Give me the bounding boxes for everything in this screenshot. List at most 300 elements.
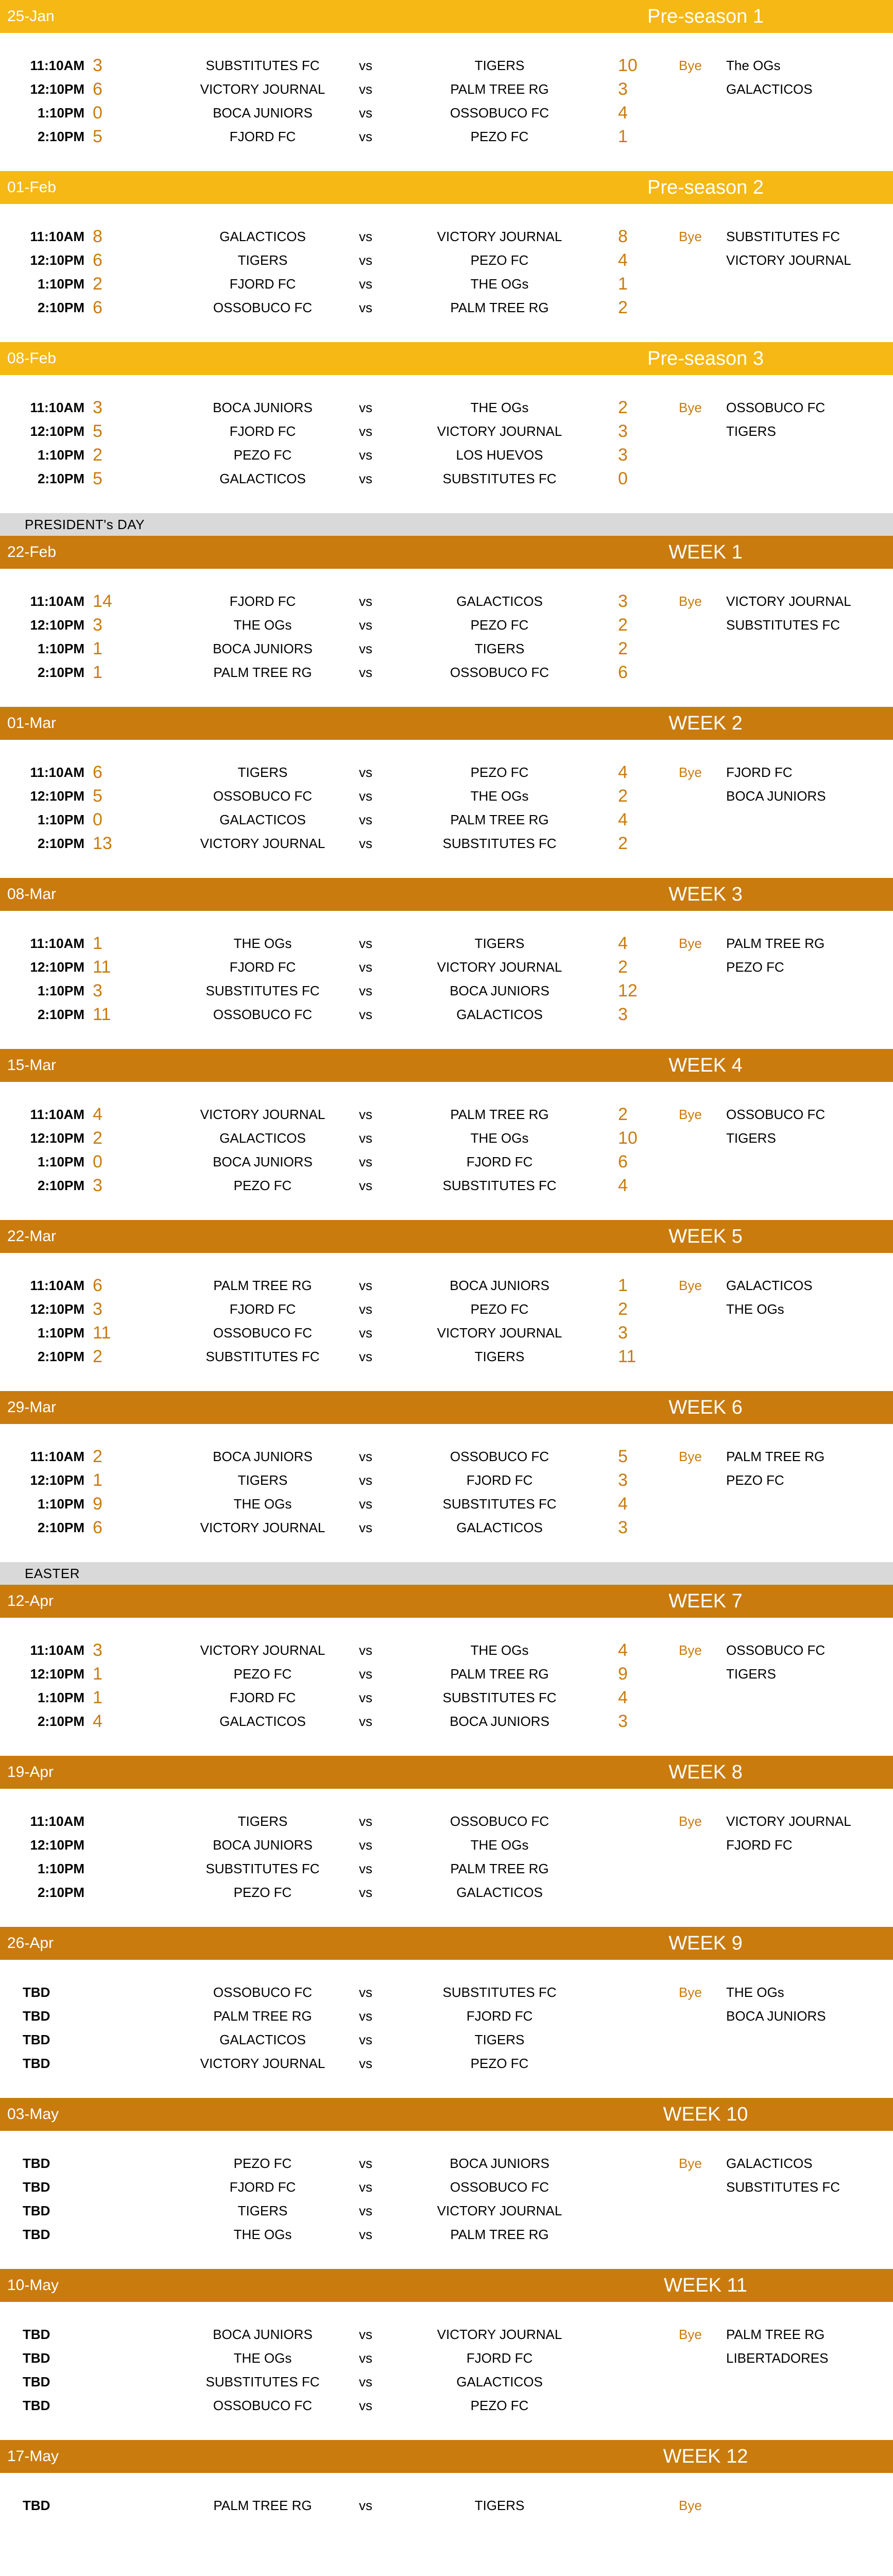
away-team: PALM TREE RG bbox=[450, 812, 549, 827]
home-team: OSSOBUCO FC bbox=[213, 1007, 313, 1022]
away-score: 10 bbox=[618, 1128, 638, 1148]
away-team: PEZO FC bbox=[470, 617, 529, 633]
home-team: THE OGs bbox=[233, 936, 292, 951]
week-header bbox=[0, 1391, 893, 1424]
week-date: 22-Mar bbox=[7, 1228, 57, 1245]
game-row bbox=[0, 1321, 893, 1345]
away-score: 3 bbox=[618, 1323, 628, 1343]
home-team: BOCA JUNIORS bbox=[213, 2327, 313, 2342]
home-team: GALACTICOS bbox=[219, 812, 306, 827]
game-row bbox=[0, 1345, 893, 1368]
home-team: BOCA JUNIORS bbox=[213, 641, 313, 656]
game-row bbox=[0, 2346, 893, 2370]
week-title: WEEK 1 bbox=[668, 541, 743, 563]
away-team: OSSOBUCO FC bbox=[450, 105, 549, 121]
vs-label: vs bbox=[359, 400, 372, 415]
home-team: PALM TREE RG bbox=[213, 665, 312, 680]
away-team: PALM TREE RG bbox=[450, 300, 549, 315]
vs-label: vs bbox=[359, 2156, 372, 2171]
game-time: TBD bbox=[23, 2350, 50, 2366]
bye-team: TIGERS bbox=[726, 1130, 776, 1146]
game-time: 11:10AM bbox=[30, 400, 84, 415]
home-team: VICTORY JOURNAL bbox=[200, 836, 325, 851]
week-header bbox=[0, 2098, 893, 2131]
bye-team: The OGs bbox=[726, 58, 781, 73]
game-time: 12:10PM bbox=[30, 1130, 84, 1146]
week-header bbox=[0, 1756, 893, 1789]
away-score: 4 bbox=[618, 762, 628, 782]
away-score: 3 bbox=[618, 1711, 628, 1731]
vs-label: vs bbox=[359, 959, 372, 975]
away-score: 1 bbox=[618, 274, 628, 294]
vs-label: vs bbox=[359, 983, 372, 998]
away-team: PEZO FC bbox=[470, 2398, 529, 2413]
away-score: 2 bbox=[618, 957, 628, 977]
game-time: 12:10PM bbox=[30, 423, 84, 439]
away-team: TIGERS bbox=[474, 641, 525, 656]
games-list bbox=[0, 2302, 893, 2440]
home-score: 3 bbox=[93, 615, 102, 635]
week-section bbox=[0, 1562, 893, 1756]
game-time: 2:10PM bbox=[37, 1885, 84, 1900]
bye-team: OSSOBUCO FC bbox=[726, 1107, 826, 1122]
games-list bbox=[0, 1789, 893, 1927]
week-date: 15-Mar bbox=[7, 1057, 57, 1074]
vs-label: vs bbox=[359, 58, 372, 73]
home-score: 3 bbox=[93, 981, 102, 1001]
home-score: 11 bbox=[93, 1323, 111, 1343]
game-time: 2:10PM bbox=[37, 1349, 84, 1364]
away-score: 2 bbox=[618, 398, 628, 417]
vs-label: vs bbox=[359, 665, 372, 680]
bye-team: LIBERTADORES bbox=[726, 2350, 829, 2366]
game-row bbox=[0, 419, 893, 443]
game-time: 12:10PM bbox=[30, 252, 84, 268]
vs-label: vs bbox=[359, 1642, 372, 1658]
away-score: 2 bbox=[618, 1299, 628, 1319]
games-list bbox=[0, 1618, 893, 1756]
game-time: 2:10PM bbox=[37, 1714, 84, 1729]
week-date: 01-Mar bbox=[7, 715, 57, 732]
bye-label: Bye bbox=[679, 1107, 702, 1122]
vs-label: vs bbox=[359, 1154, 372, 1170]
vs-label: vs bbox=[359, 252, 372, 268]
away-team: GALACTICOS bbox=[456, 1520, 543, 1535]
game-row bbox=[0, 808, 893, 832]
week-date: 08-Mar bbox=[7, 886, 57, 903]
bye-team: PEZO FC bbox=[726, 1472, 784, 1488]
game-time: 12:10PM bbox=[30, 81, 84, 97]
away-score: 10 bbox=[618, 56, 638, 75]
home-score: 0 bbox=[93, 103, 102, 123]
game-time: 2:10PM bbox=[37, 665, 84, 680]
vs-label: vs bbox=[359, 594, 372, 609]
week-date: 10-May bbox=[7, 2277, 59, 2294]
home-team: OSSOBUCO FC bbox=[213, 788, 313, 804]
game-row bbox=[0, 1103, 893, 1126]
week-title: WEEK 9 bbox=[668, 1933, 743, 1954]
holiday-label: PRESIDENT's DAY bbox=[25, 517, 145, 532]
home-team: FJORD FC bbox=[229, 594, 296, 609]
game-time: 12:10PM bbox=[30, 1301, 84, 1317]
away-score: 4 bbox=[618, 810, 628, 829]
home-team: TIGERS bbox=[237, 1814, 288, 1829]
game-row bbox=[0, 1880, 893, 1904]
bye-label: Bye bbox=[679, 1449, 702, 1464]
week-date: 22-Feb bbox=[7, 544, 57, 561]
away-team: VICTORY JOURNAL bbox=[437, 229, 562, 244]
game-time: 11:10AM bbox=[30, 58, 84, 73]
game-time: 11:10AM bbox=[30, 1107, 84, 1122]
home-team: FJORD FC bbox=[229, 276, 296, 292]
home-team: TIGERS bbox=[237, 2203, 288, 2218]
game-time: 1:10PM bbox=[37, 1154, 84, 1170]
bye-team: PALM TREE RG bbox=[726, 2327, 825, 2342]
game-row bbox=[0, 296, 893, 319]
vs-label: vs bbox=[359, 1714, 372, 1729]
bye-label: Bye bbox=[679, 2156, 702, 2171]
home-score: 3 bbox=[93, 1299, 102, 1319]
bye-label: Bye bbox=[679, 594, 702, 609]
bye-team: THE OGs bbox=[726, 1985, 784, 2000]
home-team: PEZO FC bbox=[233, 1885, 292, 1900]
game-row bbox=[0, 2223, 893, 2246]
home-team: PEZO FC bbox=[233, 1178, 292, 1193]
away-score: 3 bbox=[618, 421, 628, 441]
bye-team: TIGERS bbox=[726, 1666, 776, 1682]
game-time: 2:10PM bbox=[37, 300, 84, 315]
home-team: TIGERS bbox=[237, 1472, 288, 1488]
game-time: 2:10PM bbox=[37, 1178, 84, 1193]
game-time: 1:10PM bbox=[37, 1861, 84, 1876]
bye-team: PALM TREE RG bbox=[726, 1449, 825, 1464]
away-score: 9 bbox=[618, 1664, 628, 1684]
week-section bbox=[0, 171, 893, 342]
away-team: THE OGs bbox=[470, 1130, 529, 1146]
away-team: BOCA JUNIORS bbox=[450, 983, 549, 998]
games-list bbox=[0, 204, 893, 342]
game-row bbox=[0, 637, 893, 660]
game-row bbox=[0, 2175, 893, 2199]
week-title: Pre-season 1 bbox=[647, 6, 764, 27]
home-team: PEZO FC bbox=[233, 447, 292, 463]
away-score: 3 bbox=[618, 1005, 628, 1024]
game-time: 11:10AM bbox=[30, 765, 84, 780]
bye-team: TIGERS bbox=[726, 423, 776, 439]
vs-label: vs bbox=[359, 2398, 372, 2413]
game-row bbox=[0, 1150, 893, 1174]
bye-team: SUBSTITUTES FC bbox=[726, 617, 840, 633]
games-list bbox=[0, 33, 893, 171]
game-time: TBD bbox=[23, 1985, 50, 2000]
bye-team: PEZO FC bbox=[726, 959, 784, 975]
week-section bbox=[0, 513, 893, 707]
home-score: 11 bbox=[93, 1005, 111, 1024]
week-section bbox=[0, 1049, 893, 1220]
game-row bbox=[0, 1174, 893, 1197]
game-row bbox=[0, 2323, 893, 2346]
home-team: SUBSTITUTES FC bbox=[205, 983, 320, 998]
game-time: 1:10PM bbox=[37, 447, 84, 463]
home-team: PEZO FC bbox=[233, 2156, 292, 2171]
game-time: 1:10PM bbox=[37, 1325, 84, 1341]
bye-team: SUBSTITUTES FC bbox=[726, 229, 840, 244]
vs-label: vs bbox=[359, 1690, 372, 1705]
game-row bbox=[0, 396, 893, 419]
week-header bbox=[0, 171, 893, 204]
game-row bbox=[0, 613, 893, 637]
week-section bbox=[0, 1927, 893, 2098]
game-row bbox=[0, 2028, 893, 2052]
week-header bbox=[0, 536, 893, 569]
games-list bbox=[0, 911, 893, 1049]
bye-team: GALACTICOS bbox=[726, 1278, 813, 1293]
games-list bbox=[0, 569, 893, 707]
game-row bbox=[0, 2394, 893, 2417]
vs-label: vs bbox=[359, 2179, 372, 2195]
vs-label: vs bbox=[359, 105, 372, 121]
away-team: PALM TREE RG bbox=[450, 2227, 549, 2242]
vs-label: vs bbox=[359, 936, 372, 951]
away-team: VICTORY JOURNAL bbox=[437, 423, 562, 439]
home-score: 6 bbox=[93, 250, 102, 270]
home-team: GALACTICOS bbox=[219, 229, 306, 244]
week-section bbox=[0, 2098, 893, 2269]
game-time: 1:10PM bbox=[37, 1496, 84, 1512]
week-title: WEEK 11 bbox=[664, 2275, 747, 2296]
away-team: BOCA JUNIORS bbox=[450, 1714, 549, 1729]
spacer bbox=[0, 2540, 893, 2576]
away-score: 4 bbox=[618, 1176, 628, 1195]
away-team: VICTORY JOURNAL bbox=[437, 2203, 562, 2218]
week-title: WEEK 5 bbox=[668, 1226, 743, 1247]
away-team: GALACTICOS bbox=[456, 594, 543, 609]
home-score: 13 bbox=[93, 834, 112, 853]
week-title: WEEK 2 bbox=[668, 713, 743, 734]
game-row bbox=[0, 2494, 893, 2517]
home-team: VICTORY JOURNAL bbox=[200, 1107, 325, 1122]
home-score: 4 bbox=[93, 1711, 102, 1731]
game-row bbox=[0, 101, 893, 125]
home-team: FJORD FC bbox=[229, 2179, 296, 2195]
week-date: 12-Apr bbox=[7, 1592, 54, 1609]
home-score: 5 bbox=[93, 786, 102, 806]
game-time: 11:10AM bbox=[30, 229, 84, 244]
week-header bbox=[0, 1049, 893, 1082]
week-header bbox=[0, 878, 893, 911]
away-team: VICTORY JOURNAL bbox=[437, 1325, 562, 1341]
game-time: 11:10AM bbox=[30, 1449, 84, 1464]
away-score: 3 bbox=[618, 1518, 628, 1537]
game-row bbox=[0, 2151, 893, 2175]
home-team: OSSOBUCO FC bbox=[213, 300, 313, 315]
away-score: 2 bbox=[618, 1105, 628, 1124]
away-score: 2 bbox=[618, 639, 628, 658]
vs-label: vs bbox=[359, 2032, 372, 2047]
bye-team: GALACTICOS bbox=[726, 81, 813, 97]
game-time: 12:10PM bbox=[30, 959, 84, 975]
away-team: BOCA JUNIORS bbox=[450, 1278, 549, 1293]
bye-team: FJORD FC bbox=[726, 765, 793, 780]
vs-label: vs bbox=[359, 1301, 372, 1317]
game-time: TBD bbox=[23, 2032, 50, 2047]
away-team: SUBSTITUTES FC bbox=[442, 471, 557, 486]
bye-team: SUBSTITUTES FC bbox=[726, 2179, 840, 2195]
game-time: TBD bbox=[23, 2498, 50, 2513]
away-team: SUBSTITUTES FC bbox=[442, 1985, 557, 2000]
week-section bbox=[0, 1756, 893, 1927]
away-score: 2 bbox=[618, 834, 628, 853]
home-team: BOCA JUNIORS bbox=[213, 1449, 313, 1464]
vs-label: vs bbox=[359, 1449, 372, 1464]
game-row bbox=[0, 1297, 893, 1321]
game-time: 1:10PM bbox=[37, 641, 84, 656]
away-score: 3 bbox=[618, 1470, 628, 1490]
home-score: 11 bbox=[93, 957, 111, 977]
home-score: 1 bbox=[93, 1688, 102, 1707]
bye-team: OSSOBUCO FC bbox=[726, 1642, 826, 1658]
away-team: TIGERS bbox=[474, 1349, 525, 1364]
vs-label: vs bbox=[359, 447, 372, 463]
away-score: 3 bbox=[618, 591, 628, 611]
week-header bbox=[0, 0, 893, 33]
game-time: TBD bbox=[23, 2227, 50, 2242]
bye-team: BOCA JUNIORS bbox=[726, 2008, 826, 2024]
home-team: PALM TREE RG bbox=[213, 1278, 312, 1293]
home-team: THE OGs bbox=[233, 2227, 292, 2242]
vs-label: vs bbox=[359, 2350, 372, 2366]
home-team: TIGERS bbox=[237, 765, 288, 780]
home-score: 2 bbox=[93, 1128, 102, 1148]
away-team: THE OGs bbox=[470, 1837, 529, 1853]
game-row bbox=[0, 125, 893, 148]
away-score: 11 bbox=[618, 1347, 637, 1366]
vs-label: vs bbox=[359, 2203, 372, 2218]
game-row bbox=[0, 1516, 893, 1539]
game-time: TBD bbox=[23, 2156, 50, 2171]
home-team: TIGERS bbox=[237, 252, 288, 268]
away-score: 4 bbox=[618, 1494, 628, 1514]
game-row bbox=[0, 1980, 893, 2004]
away-team: PALM TREE RG bbox=[450, 1107, 549, 1122]
game-row bbox=[0, 2199, 893, 2223]
games-list bbox=[0, 1424, 893, 1562]
game-time: TBD bbox=[23, 2056, 50, 2071]
bye-label: Bye bbox=[679, 58, 702, 73]
home-score: 5 bbox=[93, 469, 102, 488]
game-time: TBD bbox=[23, 2374, 50, 2389]
away-team: TIGERS bbox=[474, 2498, 525, 2513]
games-list bbox=[0, 1082, 893, 1220]
game-time: 1:10PM bbox=[37, 812, 84, 827]
away-team: GALACTICOS bbox=[456, 1007, 543, 1022]
game-row bbox=[0, 225, 893, 248]
game-row bbox=[0, 784, 893, 808]
game-row bbox=[0, 1709, 893, 1733]
home-team: GALACTICOS bbox=[219, 1714, 306, 1729]
away-score: 3 bbox=[618, 79, 628, 99]
home-team: BOCA JUNIORS bbox=[213, 400, 313, 415]
vs-label: vs bbox=[359, 1885, 372, 1900]
vs-label: vs bbox=[359, 1520, 372, 1535]
away-score: 1 bbox=[618, 1276, 628, 1295]
home-team: FJORD FC bbox=[229, 423, 296, 439]
home-score: 6 bbox=[93, 1518, 102, 1537]
vs-label: vs bbox=[359, 812, 372, 827]
week-title: Pre-season 3 bbox=[647, 348, 764, 369]
vs-label: vs bbox=[359, 229, 372, 244]
games-list bbox=[0, 1253, 893, 1391]
week-title: WEEK 8 bbox=[668, 1761, 743, 1783]
away-team: SUBSTITUTES FC bbox=[442, 1496, 557, 1512]
game-row bbox=[0, 1857, 893, 1880]
week-date: 08-Feb bbox=[7, 350, 57, 367]
holiday-note bbox=[0, 513, 893, 536]
week-section bbox=[0, 707, 893, 878]
away-score: 6 bbox=[618, 1152, 628, 1172]
away-team: PEZO FC bbox=[470, 2056, 529, 2071]
game-row bbox=[0, 1662, 893, 1686]
game-time: TBD bbox=[23, 2398, 50, 2413]
away-team: VICTORY JOURNAL bbox=[437, 2327, 562, 2342]
home-score: 3 bbox=[93, 1176, 102, 1195]
week-date: 25-Jan bbox=[7, 8, 55, 25]
home-score: 5 bbox=[93, 127, 102, 146]
home-team: OSSOBUCO FC bbox=[213, 1985, 313, 2000]
home-score: 4 bbox=[93, 1105, 102, 1124]
home-team: BOCA JUNIORS bbox=[213, 105, 313, 121]
away-team: THE OGs bbox=[470, 1642, 529, 1658]
home-team: PEZO FC bbox=[233, 1666, 292, 1682]
game-time: 12:10PM bbox=[30, 1837, 84, 1853]
home-team: GALACTICOS bbox=[219, 2032, 306, 2047]
away-score: 4 bbox=[618, 934, 628, 953]
game-row bbox=[0, 1492, 893, 1516]
vs-label: vs bbox=[359, 1496, 372, 1512]
game-time: 1:10PM bbox=[37, 1690, 84, 1705]
vs-label: vs bbox=[359, 1178, 372, 1193]
home-score: 3 bbox=[93, 1640, 102, 1660]
vs-label: vs bbox=[359, 129, 372, 144]
week-title: Pre-season 2 bbox=[647, 177, 764, 198]
week-title: WEEK 10 bbox=[663, 2104, 748, 2125]
away-team: PALM TREE RG bbox=[450, 1861, 549, 1876]
home-team: VICTORY JOURNAL bbox=[200, 1520, 325, 1535]
home-team: SUBSTITUTES FC bbox=[205, 1861, 320, 1876]
vs-label: vs bbox=[359, 2374, 372, 2389]
home-team: SUBSTITUTES FC bbox=[205, 1349, 320, 1364]
away-score: 12 bbox=[618, 981, 638, 1001]
home-team: OSSOBUCO FC bbox=[213, 1325, 313, 1341]
game-time: 11:10AM bbox=[30, 1814, 84, 1829]
game-row bbox=[0, 1686, 893, 1709]
game-row bbox=[0, 272, 893, 296]
vs-label: vs bbox=[359, 2008, 372, 2024]
home-score: 3 bbox=[93, 56, 102, 75]
away-team: OSSOBUCO FC bbox=[450, 1449, 549, 1464]
vs-label: vs bbox=[359, 276, 372, 292]
week-section bbox=[0, 1220, 893, 1391]
week-date: 01-Feb bbox=[7, 179, 57, 196]
week-title: WEEK 3 bbox=[668, 884, 743, 905]
game-time: 2:10PM bbox=[37, 1520, 84, 1535]
game-time: 11:10AM bbox=[30, 594, 84, 609]
away-team: SUBSTITUTES FC bbox=[442, 1690, 557, 1705]
game-time: 2:10PM bbox=[37, 836, 84, 851]
game-time: 12:10PM bbox=[30, 617, 84, 633]
home-score: 5 bbox=[93, 421, 102, 441]
bye-team: VICTORY JOURNAL bbox=[726, 252, 851, 268]
